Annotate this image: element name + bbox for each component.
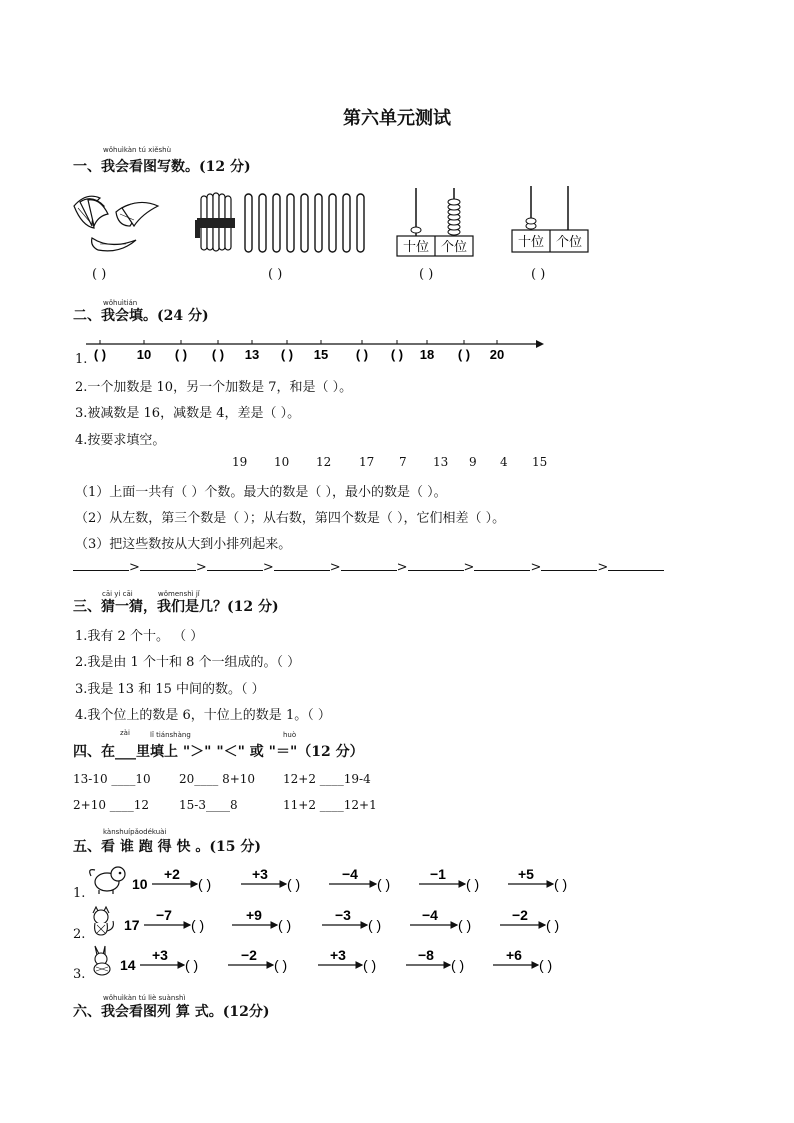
chain-2-op-5: −2 xyxy=(512,907,528,923)
chain-2-op-2: +9 xyxy=(246,907,262,923)
bananas-image xyxy=(70,192,165,254)
compare-2-1[interactable]: 2+10 ____12 xyxy=(73,798,150,812)
s3-item-2: 2.我是由 1 个十和 8 个一组成的。（ ） xyxy=(75,655,301,670)
chain-3-index: 3. xyxy=(73,967,86,982)
s3-item-1: 1.我有 2 个十。 （ ） xyxy=(75,629,204,644)
chain-2-answer-1[interactable]: ( ) xyxy=(191,917,205,933)
abacus-2-image xyxy=(511,184,591,256)
gt-sign: > xyxy=(195,560,207,575)
s2-q4-1: （1）上面一共有（ ）个数。最大的数是（ ），最小的数是（ ）。 xyxy=(75,485,447,500)
section5-pinyin: kànshuípǎodékuài xyxy=(103,828,167,836)
chain-2-start: 17 xyxy=(124,917,140,933)
cat-icon xyxy=(87,905,119,939)
section6-heading: 六、我会看图列 算 式。(12分) xyxy=(73,1004,270,1020)
abacus-1-ones-label: 个位 xyxy=(440,239,468,254)
chain-2-answer-5[interactable]: ( ) xyxy=(546,917,560,933)
order-blank[interactable] xyxy=(341,558,397,571)
s3-item-3: 3.我是 13 和 15 中间的数。（ ） xyxy=(75,682,265,697)
chain-1-op-1: +2 xyxy=(164,866,180,882)
section2-pinyin: wǒhuìtián xyxy=(103,299,138,307)
number-item: 19 xyxy=(232,455,248,469)
chain-2-op-1: −7 xyxy=(156,907,172,923)
numberline-label-2: 10 xyxy=(136,347,152,362)
abacus-1-tens-label: 十位 xyxy=(402,239,430,254)
number-item: 13 xyxy=(433,455,449,469)
chain-3-answer-3[interactable]: ( ) xyxy=(363,957,377,973)
ordering-blanks xyxy=(73,558,664,575)
section4-pinyin-2: lǐ tiánshàng xyxy=(150,731,191,739)
order-blank[interactable] xyxy=(207,558,263,571)
chain-2 xyxy=(122,906,592,936)
section4-heading: 四、在___里填上 "＞" "＜" 或 "＝"（12 分） xyxy=(73,744,364,760)
section4-pinyin-3: huò xyxy=(283,731,297,739)
order-blank[interactable] xyxy=(541,558,597,571)
numberline-label-3[interactable]: ( ) xyxy=(174,347,188,362)
compare-1-2[interactable]: 20____ 8+10 xyxy=(179,772,256,786)
section3-heading: 三、猜一猜，我们是几？(12 分) xyxy=(73,599,279,615)
numberline-label-12: 20 xyxy=(489,347,505,362)
compare-1-3[interactable]: 12+2 ____19-4 xyxy=(283,772,371,786)
gt-sign: > xyxy=(463,560,475,575)
number-line xyxy=(86,336,546,366)
chain-1-op-5: +5 xyxy=(518,866,534,882)
chain-1-answer-1[interactable]: ( ) xyxy=(198,876,212,892)
numberline-label-7: 15 xyxy=(313,347,329,362)
number-item: 10 xyxy=(274,455,290,469)
number-item: 15 xyxy=(532,455,548,469)
numberline-label-11[interactable]: ( ) xyxy=(457,347,471,362)
order-blank[interactable] xyxy=(608,558,664,571)
chain-3 xyxy=(118,946,588,976)
chain-2-op-4: −4 xyxy=(422,907,438,923)
order-blank[interactable] xyxy=(408,558,464,571)
s3-item-4: 4.我个位上的数是 6，十位上的数是 1。（ ） xyxy=(75,708,331,723)
number-item: 4 xyxy=(500,455,508,469)
abacus-2-ones-label: 个位 xyxy=(555,234,583,249)
chain-3-answer-2[interactable]: ( ) xyxy=(274,957,288,973)
numberline-label-6[interactable]: ( ) xyxy=(280,347,294,362)
chain-3-answer-1[interactable]: ( ) xyxy=(185,957,199,973)
section6-pinyin: wǒhuìkàn tú liè suànshì xyxy=(103,994,186,1002)
chain-1-answer-4[interactable]: ( ) xyxy=(466,876,480,892)
section4-pinyin-1: zài xyxy=(120,729,130,737)
section3-pinyin-2: wǒmenshì jǐ xyxy=(158,590,200,598)
gt-sign: > xyxy=(396,560,408,575)
number-item: 7 xyxy=(399,455,407,469)
order-blank[interactable] xyxy=(140,558,196,571)
s1-answer-3[interactable]: ( ) xyxy=(419,267,434,282)
number-item: 17 xyxy=(359,455,375,469)
gt-sign: > xyxy=(329,560,341,575)
number-item: 12 xyxy=(316,455,332,469)
s2-q2: 2.一个加数是 10，另一个加数是 7，和是（ ）。 xyxy=(75,380,353,395)
chain-2-answer-4[interactable]: ( ) xyxy=(458,917,472,933)
order-blank[interactable] xyxy=(73,558,129,571)
order-blank[interactable] xyxy=(274,558,330,571)
chain-3-op-3: +3 xyxy=(330,947,346,963)
chain-1 xyxy=(130,865,600,895)
chain-1-start: 10 xyxy=(132,876,148,892)
chain-3-op-1: +3 xyxy=(152,947,168,963)
numberline-label-1[interactable]: ( ) xyxy=(93,347,107,362)
page-title: 第六单元测试 xyxy=(343,108,451,129)
numberline-label-5: 13 xyxy=(244,347,260,362)
chain-1-index: 1. xyxy=(73,886,86,901)
compare-2-3[interactable]: 11+2 ____12+1 xyxy=(283,798,377,812)
numberline-label-4[interactable]: ( ) xyxy=(211,347,225,362)
chain-1-op-4: −1 xyxy=(430,866,446,882)
chain-1-answer-5[interactable]: ( ) xyxy=(554,876,568,892)
chain-1-answer-2[interactable]: ( ) xyxy=(287,876,301,892)
chain-1-op-3: −4 xyxy=(342,866,358,882)
chain-3-start: 14 xyxy=(120,957,136,973)
section1-heading: 一、我会看图写数。(12 分) xyxy=(73,159,251,175)
compare-1-1[interactable]: 13-10 ____10 xyxy=(73,772,151,786)
chain-2-answer-2[interactable]: ( ) xyxy=(278,917,292,933)
bundle-and-sticks-image xyxy=(193,190,373,258)
section5-heading: 五、看 谁 跑 得 快 。(15 分) xyxy=(73,839,261,855)
s1-answer-4[interactable]: ( ) xyxy=(531,267,546,282)
chain-3-op-2: −2 xyxy=(241,947,257,963)
chain-1-op-2: +3 xyxy=(252,866,268,882)
s2-q4: 4.按要求填空。 xyxy=(75,433,166,448)
s1-answer-2[interactable]: ( ) xyxy=(268,267,283,282)
s2-q1-index: 1. xyxy=(75,352,88,367)
numberline-label-9[interactable]: ( ) xyxy=(390,347,404,362)
chain-2-op-3: −3 xyxy=(335,907,351,923)
order-blank[interactable] xyxy=(474,558,530,571)
chain-3-op-4: −8 xyxy=(418,947,434,963)
chain-3-answer-4[interactable]: ( ) xyxy=(451,957,465,973)
chain-3-op-5: +6 xyxy=(506,947,522,963)
number-item: 9 xyxy=(469,455,477,469)
numberline-label-8[interactable]: ( ) xyxy=(355,347,369,362)
number-list xyxy=(232,455,547,469)
section1-pinyin: wǒhuìkàn tú xiěshù xyxy=(103,146,172,154)
s2-q3: 3.被减数是 16，减数是 4，差是（ ）。 xyxy=(75,406,301,421)
numberline-label-10: 18 xyxy=(419,347,435,362)
compare-2-2[interactable]: 15-3____8 xyxy=(179,798,238,812)
s2-q4-3: （3）把这些数按从大到小排列起来。 xyxy=(75,537,292,552)
gt-sign: > xyxy=(129,560,140,575)
section2-heading: 二、我会填。(24 分) xyxy=(73,308,209,324)
gt-sign: > xyxy=(262,560,274,575)
abacus-2-tens-label: 十位 xyxy=(517,234,545,249)
s1-answer-1[interactable]: ( ) xyxy=(92,267,107,282)
gt-sign: > xyxy=(530,560,542,575)
rabbit-icon xyxy=(87,945,117,979)
chain-3-answer-5[interactable]: ( ) xyxy=(539,957,553,973)
section3-pinyin-1: cāi yi cāi xyxy=(102,590,133,598)
dog-icon xyxy=(85,862,129,896)
chain-1-answer-3[interactable]: ( ) xyxy=(377,876,391,892)
abacus-1-image xyxy=(396,186,476,258)
chain-2-answer-3[interactable]: ( ) xyxy=(368,917,382,933)
s2-q4-2: （2）从左数，第三个数是（ ）；从右数，第四个数是（ ），它们相差（ ）。 xyxy=(75,511,506,526)
chain-2-index: 2. xyxy=(73,927,86,942)
gt-sign: > xyxy=(597,560,609,575)
